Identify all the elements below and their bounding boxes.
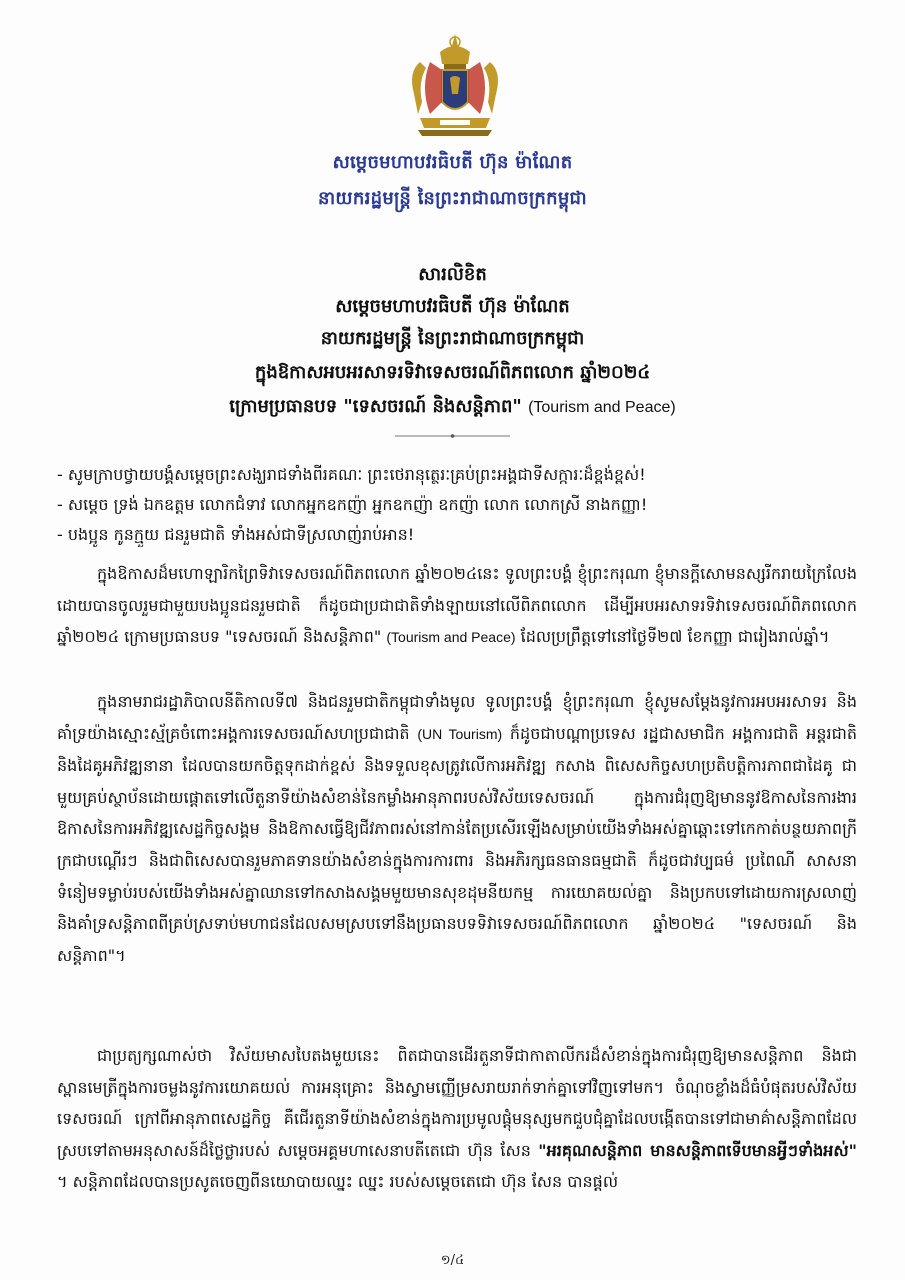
paragraph-2 [57,686,857,971]
header-role-line: នាយករដ្ឋមន្ត្រី នៃព្រះរាជាណាចក្រកម្ពុជា [317,188,587,209]
ornament-divider-icon [395,434,510,438]
paragraph-3-text-a: ជាប្រត្យក្សណាស់ថា វិស័យមាសបៃតងមួយនេះ ពិតជាបានដើរតួនាទីជាកាតាលីករដ៏សំខាន់ក្នុងការជំរុញឱ្យមានសន្តិភាព និងជាស្ពានមេត្រីក្នុងការចម្លងនូវការយោគយល់ ការអនុគ្រោះ និងស្វាមញ្ញើម្រសរាយរាក់ទាក់គ្នាទៅវិញទៅមក។ ចំណុចខ្លាំងដ៏ធំបំផុតរបស់វិស័យទេសចរណ៍ ក្រៅពីអានុភាពសេដ្ឋកិច្ច គឺជើរតួនាទីយ៉ាងសំខាន់ក្នុងការប្រមូលផ្ដុំមនុស្សមកជួបជុំគ្នាដែលបង្កើតបានទៅជាមាគ៌ាសន្តិភាពដែលស្របទៅតាមអនុសាសន៍ដ៏ថ្លៃថ្លារបស់ សម្ដេចអគ្គមហាសេនាបតីតេជោ ហ៊ុន សែន [57,1046,857,1160]
royal-coat-of-arms-icon [400,32,510,142]
header-name-line: សម្ដេចមហាបវរធិបតី ហ៊ុន ម៉ាណែត [332,152,573,173]
paragraph-1-text-b: ដែលប្រព្រឹត្តទៅនៅថ្ងៃទី២៧ ខែកញ្ញា ជារៀងរាល់ឆ្នាំ។ [520,627,830,647]
title-role: នាយករដ្ឋមន្ត្រី នៃព្រះរាជាណាចក្រកម្ពុជា [320,328,585,349]
salutation-compatriots: - បងប្អូន កូនក្មួយ ជនរួមជាតិ ទាំងអស់ជាទីស្រលាញ់រាប់អាន! [57,525,415,544]
paragraph-2-text-a: ក្នុងនាមរាជរដ្ឋាភិបាលនីតិកាលទី៧ និងជនរួមជាតិកម្ពុជាទាំងមូល ទូលព្រះបង្គំ ខ្ញុំព្រះករុណា ខ្ញុំសូមសម្ដែងនូវការអបអរសាទរ និងគាំទ្រយ៉ាងស្មោះស្ម័គ្រចំពោះអង្គការទេសចរណ៍សហប្រជាជាតិ [57,692,857,743]
salutation-monks: - សូមក្រាបថ្វាយបង្គំសម្ដេចព្រះសង្ឃរាជទាំងពីរគណៈ ព្រះថេរានុត្ថេរៈគ្រប់ព្រះអង្គជាទីសក្ការៈដ៏ខ្ពង់ខ្ពស់! [57,465,646,484]
title-occasion: ក្នុងឱកាសអបអរសាទរទិវាទេសចរណ៍ពិភពលោក ឆ្នាំ២០២៤ [254,362,651,383]
title-theme [0,394,905,421]
paragraph-2-text-b: ក៏ដូចជាបណ្ដាប្រទេស រដ្ឋជាសមាជិក អង្គការជាតិ អន្តរជាតិ និងដៃគូអភិវឌ្ឍនានា ដែលបានយកចិត្តទុកដាក់ខ្ពស់ និងទទួលខុសត្រូវលើការអភិវឌ្ឍ កសាង ពិសេសកិច្ចសហប្រតិបត្តិការភាពជាដៃគូ ជាមួយគ្រប់ស្ថាប័នដោយផ្ដោតទៅលើតួនាទីយ៉ាងសំខាន់នៃកម្លាំងអានុភាពរបស់វិស័យទេសចរណ៍ ក្នុងការជំរុញឱ្យមាននូវឱកាសនៃការងារ ឱកាសនៃការអភិវឌ្ឍសេដ្ឋកិច្ចសង្គម និងឱកាសធ្វើឱ្យជីវភាពរស់នៅកាន់តែប្រសើរឡើងសម្រាប់យើងទាំងអស់គ្នាឆ្ពោះទៅកេកាត់បន្ថយភាពក្រីក្រជាបណ្ដើរៗ និងជាពិសេសបានរួមភាគទានយ៉ាងសំខាន់ក្នុងការការពារ និងអភិរក្សធនធានធម្មជាតិ ក៏ដូចជាវប្បធម៌ ប្រពៃណី សាសនា ទំនៀមទម្លាប់របស់យើងទាំងអស់គ្នាឈានទៅកសាងសង្គមមួយមានសុខដុមនីយកម្ម ការយោគយល់គ្នា និងប្រកបទៅដោយការស្រលាញ់ និងគាំទ្រសន្តិភាពពីគ្រប់ស្រទាប់មហាជនដែលសមស្របទៅនឹងប្រធានបទទិវាទេសចរណ៍ពិភពលោក ឆ្នាំ២០២៤ "ទេសចរណ៍ និងសន្តិភាព"។ [57,723,857,965]
document-title: សារលិខិត [418,264,487,285]
title-author: សម្ដេចមហាបវរធិបតី ហ៊ុន ម៉ាណែត [335,296,570,317]
title-theme-en: (Tourism and Peace) [528,399,676,416]
title-theme-km: ក្រោមប្រធានបទ "ទេសចរណ៍ និងសន្តិភាព" [229,396,522,417]
paragraph-1-text-a: ក្នុងឱកាសដ៏មហោឡារិកព្រៃទិវាទេសចរណ៍ពិភពលោក ឆ្នាំ២០២៤នេះ ទូលព្រះបង្គំ ខ្ញុំព្រះករុណា ខ្ញុំមានក្ដីសោមនស្សរីករាយក្រៃលែង ដោយបានចូលរួមជាមួយបងប្អូនជនរួមជាតិ ក៏ដូចជាប្រជាជាតិទាំងឡាយនៅលើពិភពលោក ដើម្បីអបអរសាទរទិវាទេសចរណ៍ពិភពលោក ឆ្នាំ២០២៤ ក្រោមប្រធានបទ "ទេសចរណ៍ និងសន្តិភាព" [57,564,857,647]
paragraph-1 [57,558,857,654]
paragraph-3-text-b: ។ សន្តិភាពដែលបានប្រសូតចេញពីនយោបាយឈ្នះ ឈ្នះ របស់សម្ដេចតេជោ ហ៊ុន សែន បានផ្ដល់ [57,1172,619,1192]
paragraph-3-quote: "អរគុណសន្តិភាព មានសន្តិភាពទើបមានអ្វីៗទាំងអស់" [538,1140,858,1160]
paragraph-1-english: (Tourism and Peace) [386,629,516,646]
paragraph-2-english: (UN Tourism) [417,725,503,742]
salutation-dignitaries: - សម្ដេច ទ្រង់ ឯកឧត្ដម លោកជំទាវ លោកអ្នកឧកញ៉ា អ្នកឧកញ៉ា ឧកញ៉ា លោក លោកស្រី នាងកញ្ញា! [57,495,648,514]
page-number: ១/៤ [440,1253,465,1268]
paragraph-3 [57,1040,857,1198]
